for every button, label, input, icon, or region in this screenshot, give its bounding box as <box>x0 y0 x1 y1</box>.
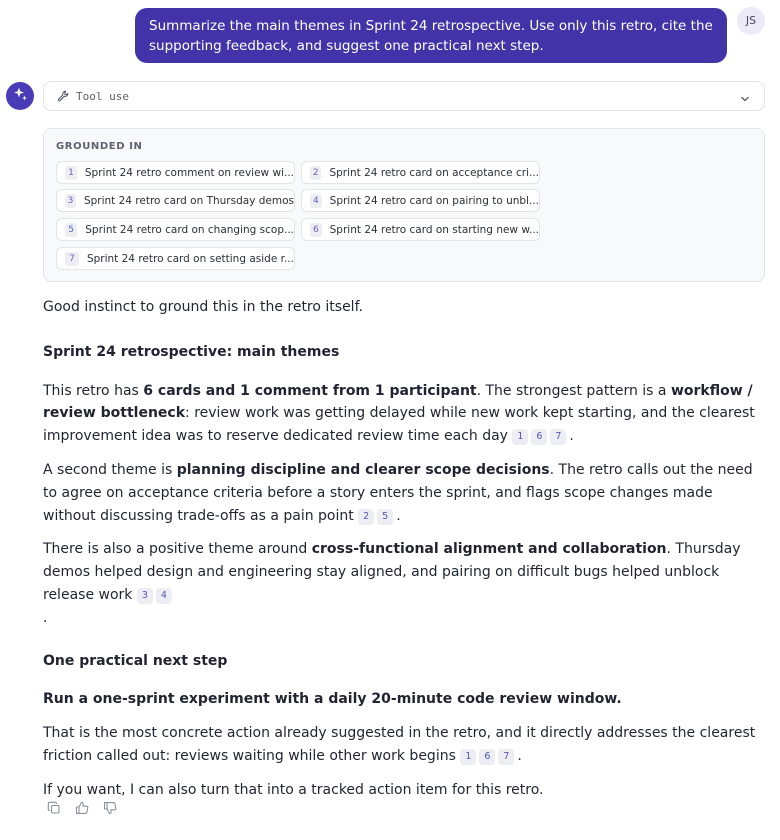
source-label: Sprint 24 retro comment on review wi... <box>84 166 294 179</box>
text-segment: . Thursday demos helped design and engineering stay aligned, and pairing on difficult bugs helped unblock release work <box>43 541 741 603</box>
source-chip-3[interactable] <box>56 189 295 212</box>
response-closing: If you want, I can also turn that into a tracked action item for this retro. <box>43 781 544 798</box>
citation-badge[interactable]: 4 <box>156 588 172 604</box>
text-segment: This retro has <box>43 382 144 399</box>
text-segment: A second theme is <box>43 461 177 478</box>
next-step-headline: Run a one-sprint experiment with a daily 20-minute code review window. <box>43 691 622 708</box>
bold-text: planning discipline and clearer scope decisions <box>176 461 550 478</box>
text-segment: . <box>396 507 401 524</box>
user-message-bubble: Summarize the main themes in Sprint 24 retrospective. Use only this retro, cite the supporting feedback, and suggest one practical next step. <box>135 8 727 63</box>
bold-text: cross-functional alignment and collaboration <box>311 541 667 558</box>
source-chip-7[interactable] <box>56 247 295 270</box>
text-segment: . <box>43 609 48 626</box>
tool-use-label: Tool use <box>76 89 129 103</box>
copy-icon[interactable] <box>47 801 61 815</box>
source-label: Sprint 24 retro card on pairing to unbl... <box>329 194 539 207</box>
source-number: 7 <box>65 252 79 266</box>
bold-text: workflow / review bottleneck <box>43 382 753 422</box>
source-label: Sprint 24 retro card on setting aside r... <box>86 252 294 265</box>
source-label: Sprint 24 retro card on Thursday demos <box>83 194 294 207</box>
source-chip-1[interactable] <box>56 161 295 184</box>
citation-badge[interactable]: 7 <box>498 749 514 765</box>
assistant-avatar <box>6 82 34 110</box>
source-label: Sprint 24 retro card on acceptance cri... <box>329 166 539 179</box>
thumbs-down-icon[interactable] <box>103 801 117 815</box>
source-chip-2[interactable] <box>301 161 540 184</box>
sparkle-icon <box>12 86 28 106</box>
citation-badge[interactable]: 2 <box>358 509 374 525</box>
source-chip-6[interactable] <box>301 218 540 241</box>
bold-text: 6 cards and 1 comment from 1 participant <box>143 382 477 399</box>
citation-badge[interactable]: 7 <box>550 429 566 445</box>
paragraph-collaboration <box>43 538 765 629</box>
source-label: Sprint 24 retro card on starting new w... <box>329 223 539 236</box>
chevron-down-icon[interactable] <box>739 90 751 102</box>
user-avatar: JS <box>737 7 765 35</box>
citation-badge[interactable]: 6 <box>479 749 495 765</box>
wrench-icon <box>57 90 69 102</box>
citation-badge[interactable]: 3 <box>137 588 153 604</box>
source-chip-5[interactable] <box>56 218 295 241</box>
paragraph-planning-discipline <box>43 459 765 527</box>
assistant-response <box>43 296 765 802</box>
text-segment: There is also a positive theme around <box>43 541 312 558</box>
text-segment: . The strongest pattern is a <box>476 382 671 399</box>
response-intro: Good instinct to ground this in the retro itself. <box>43 299 363 315</box>
tool-use-toggle[interactable] <box>43 81 765 111</box>
text-segment: . <box>569 428 574 445</box>
source-label: Sprint 24 retro card on changing scop... <box>85 223 294 236</box>
citation-badge[interactable]: 1 <box>512 429 528 445</box>
source-number: 2 <box>310 166 321 180</box>
paragraph-review-bottleneck <box>43 380 765 448</box>
text-segment: . <box>517 747 522 764</box>
text-segment: . The retro calls out the need to agree on acceptance criteria before a story enters the sprint, and flags scope changes made without discussing trade-offs as a pain point <box>43 461 753 524</box>
citation-badge[interactable]: 1 <box>460 749 476 765</box>
grounded-sources-panel <box>43 128 765 282</box>
user-message-row <box>0 0 780 70</box>
feedback-bar <box>47 801 117 815</box>
source-chip-4[interactable] <box>301 189 540 212</box>
source-number: 3 <box>65 194 76 208</box>
section-heading-themes: Sprint 24 retrospective: main themes <box>43 343 340 360</box>
source-number: 6 <box>310 223 322 237</box>
citation-badge[interactable]: 6 <box>531 429 547 445</box>
source-number: 1 <box>65 166 77 180</box>
paragraph-next-step-rationale <box>43 722 765 768</box>
text-segment: : review work was getting delayed while new work kept starting, and the clearest improvement idea was to reserve dedicated review time each day <box>43 405 755 445</box>
source-number: 4 <box>310 194 322 208</box>
citation-badge[interactable]: 5 <box>377 509 393 525</box>
section-heading-next-step: One practical next step <box>43 652 228 669</box>
grounded-title: GROUNDED IN <box>56 141 143 152</box>
text-segment: That is the most concrete action already suggested in the retro, and it directly addresses the clearest friction called out: reviews waiting while other work begins <box>43 725 756 764</box>
thumbs-up-icon[interactable] <box>75 801 89 815</box>
source-number: 5 <box>65 223 77 237</box>
